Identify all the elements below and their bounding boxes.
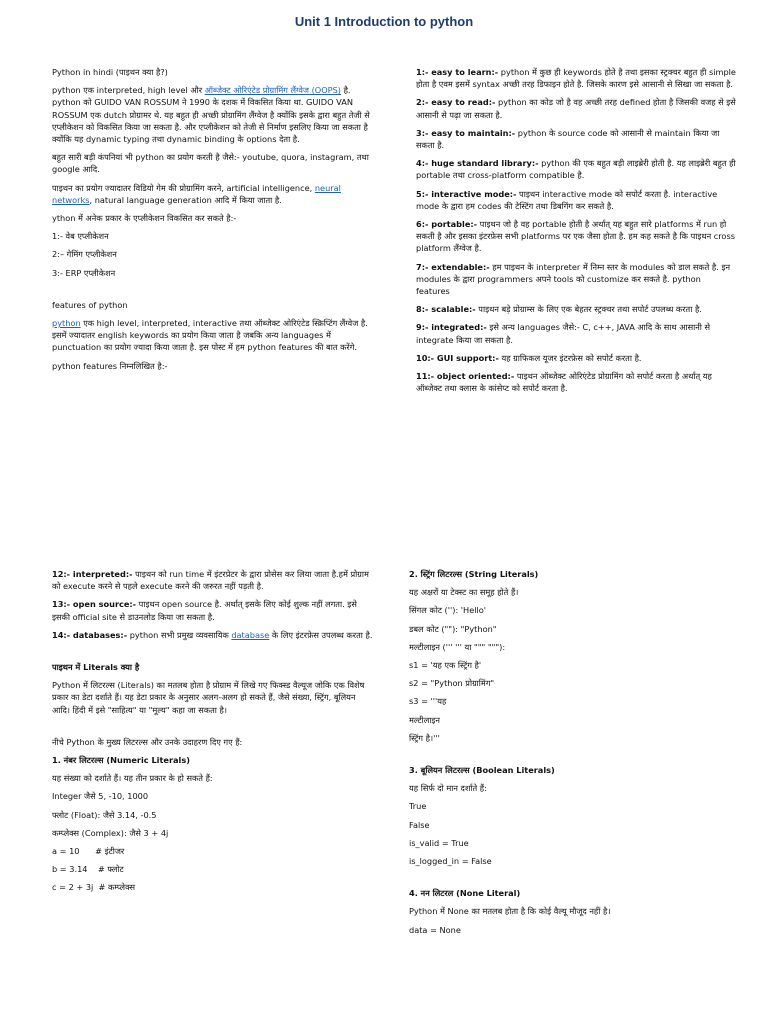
code-line: a = 10 # इंटीजर xyxy=(52,846,125,857)
false-value: False xyxy=(409,819,430,830)
boolean-heading-text: 3. बूलियन लिटरल्स xyxy=(409,765,470,776)
code-line: मल्टीलाइन xyxy=(409,714,440,725)
numeric-heading-text: 1. नंबर लिटरल्स xyxy=(52,755,104,766)
features-heading: features of python xyxy=(52,299,128,310)
feature-label: 11:- object oriented:- xyxy=(416,371,515,382)
feature-label: 1:- easy to learn:- xyxy=(416,67,499,77)
none-heading-sub: (None Literal) xyxy=(453,888,521,899)
intro-text-b: है. python को GUIDO VAN ROSSUM ने 1990 के दशक में विकसित किया था. GUIDO VAN ROSSUM एक dutch प्रोग्रामर थे. यह बहुत ही अच्छी प्रोग्रामिंग लैंग्वेज है क्योंकि इसके द्वारा बहुत तेजी से एप्लीकेशन को विकसित किया जा सकता है. और एप्लीकेशन को तेजी से निर्माण इसलिए किया जा सकता है क्योंकि यह dynamic typing तथा dynamic binding के options देता है. xyxy=(52,85,370,145)
usage-text-b: , natural language generation आदि में किया जाता है. xyxy=(89,194,282,205)
code-line: b = 3.14 # फ्लोट xyxy=(52,864,124,875)
double-quote-example: डबल कोट (""): "Python" xyxy=(409,623,497,634)
feature-item xyxy=(416,188,736,212)
feature-text: हम पाइथन के interpreter में निम्न स्तर के modules को डाल सकते है. इन modules के द्वारा programmers अपने tools को customize कर सकते है. python features xyxy=(416,261,731,297)
feature-label: 7:- extendable:- xyxy=(416,261,490,272)
code-line: is_logged_in = False xyxy=(409,856,492,867)
app-item: 3:- ERP एप्लीकेशन xyxy=(52,267,116,278)
single-quote-example: सिंगल कोट (''): 'Hello' xyxy=(409,605,487,616)
feature-item xyxy=(416,303,736,315)
code-line: s2 = "Python प्रोग्रामिंग" xyxy=(409,678,495,689)
string-heading xyxy=(409,568,729,580)
feature-label: 13:- open source:- xyxy=(52,599,137,610)
feature-label: 14:- databases:- xyxy=(52,629,128,640)
feature-item xyxy=(416,157,736,181)
none-heading xyxy=(409,887,729,899)
true-value: True xyxy=(409,801,427,812)
feature-label: 2:- easy to read:- xyxy=(416,97,496,108)
feature-label: 4:- huge standard library:- xyxy=(416,158,539,169)
literals-heading-text: पाइथन में Literals क्या है xyxy=(52,662,140,673)
feature-item xyxy=(416,370,736,394)
code-line: is_valid = True xyxy=(409,837,469,848)
literals-list-intro: नीचे Python के मुख्य लिटरल्स और उनके उदाहरण दिए गए हैं: xyxy=(52,736,243,747)
features-list-column xyxy=(416,66,736,400)
neural-networks-link[interactable]: neural networks xyxy=(52,182,341,205)
feature-label: 5:- interactive mode:- xyxy=(416,188,517,199)
none-heading-text: 4. नन लिटरल xyxy=(409,888,454,899)
boolean-heading-sub: (Boolean Literals) xyxy=(469,765,555,776)
features-paragraph xyxy=(52,317,374,354)
multiline-example: मल्टीलाइन (''' ''' या """ """): xyxy=(409,641,506,652)
feature-item xyxy=(416,66,736,90)
features-list-intro: python features निम्नलिखित है:- xyxy=(52,360,168,371)
integer-example: Integer जैसे 5, -10, 1000 xyxy=(52,791,149,802)
intro-text-a: python एक interpreted, high level और xyxy=(52,85,205,96)
feature-label: 10:- GUI support:- xyxy=(416,352,499,363)
feature-label: 6:- portable:- xyxy=(416,219,478,230)
feature-text: इसे अन्य languages जैसे:- C, c++, JAVA आदि के साथ आसानी से integrate किया जा सकता है. xyxy=(416,322,711,345)
database-link[interactable]: database xyxy=(231,629,270,640)
string-desc: यह अक्षरों या टेक्स्ट का समूह होते हैं। xyxy=(409,587,519,598)
feature-item xyxy=(52,629,374,641)
feature-item xyxy=(416,127,736,151)
feature-item xyxy=(416,352,736,364)
string-heading-text: 2. स्ट्रिंग लिटरल्स xyxy=(409,569,463,579)
boolean-desc: यह सिर्फ दो मान दर्शाते हैं: xyxy=(409,783,487,794)
code-line: c = 2 + 3j # कम्प्लेक्स xyxy=(52,882,136,893)
feature-item xyxy=(416,96,736,120)
feature-text: पाइथन बड़े प्रोग्राम्स के लिए एक बेहतर स्ट्रक्चर तथा सपोर्ट उपलब्ध करता है. xyxy=(475,304,702,315)
feature-label: 3:- easy to maintain:- xyxy=(416,127,516,138)
oops-link[interactable]: ऑब्जेक्ट ओरिएंटेड प्रोग्रामिंग लैंग्वेज (OOPS) xyxy=(204,85,341,96)
feature-text: python का कोड जो है वह अच्छी तरह defined होता है जिसकी वजह से इसे आसानी से पढ़ा जा सकता है. xyxy=(416,97,736,120)
numeric-heading xyxy=(52,754,374,766)
complex-example: कम्प्लेक्स (Complex): जैसे 3 + 4j xyxy=(52,827,169,838)
string-heading-sub: (String Literals) xyxy=(462,569,539,579)
features-text: एक high level, interpreted, interactive तथा ऑब्जेक्ट ओरिएंटेड स्क्रिप्टिंग लैंग्वेज है. इसमें ज्यादातर english keywords का प्रयोग किया जाता है जबकि अन्य languages में punctuation का प्रयोग ज्यादा किया जाता है. इस पोस्ट में हम python features की बात करेंगे. xyxy=(52,318,368,353)
feature-item xyxy=(52,598,374,622)
app-item: 2:– गेमिंग एप्लीकेशन xyxy=(52,249,117,260)
apps-intro: ython में अनेक प्रकार के एप्लीकेशन विकसित कर सकते है:- xyxy=(52,213,237,224)
feature-text: पाइथन interactive mode को सपोर्ट करता है. interactive mode के द्वारा हम codes की टेस्टिंग तथा डिबगिंग कर सकते है. xyxy=(416,188,718,211)
boolean-heading xyxy=(409,764,729,776)
literals-heading xyxy=(52,661,374,673)
literals-paragraph: Python में लिटरल्स (Literals) का मतलब होता है प्रोग्राम में लिखे गए फिक्स्ड वैल्यूज जोकि एक विशेष प्रकार का डेटा दर्शाते हैं। यह डेटा प्रकार के अनुसार अलग-अलग हो सकते हैं, जैसे संख्या, स्ट्रिंग, बूलियन आदि। हिंदी में इसे "साहित्य" या "मूल्य" कहा जा सकता है। xyxy=(52,680,365,715)
feature-text: के लिए इंटरफ़ेस उपलब्ध करता है. xyxy=(269,629,373,640)
intro-column xyxy=(52,66,374,378)
app-item: 1:- वेब एप्लीकेशन xyxy=(52,231,109,242)
feature-item xyxy=(416,261,736,298)
feature-text: python सभी प्रमुख व्यवसायिक xyxy=(127,629,232,640)
usage-paragraph xyxy=(52,182,374,206)
feature-text: पाइथन open source है. अर्थात् इसके लिए कोई शुल्क नहीं लगता. इसे इसकी official site से डाउनलोड किया जा सकता है. xyxy=(52,599,357,622)
feature-text: पाइथन ऑब्जेक्ट ओरिएंटेड प्रोग्रामिंग को सपोर्ट करता है अर्थात् यह ऑब्जेक्ट तथा क्लास के कांसेप्ट को सपोर्ट करता है. xyxy=(416,371,712,394)
page-title: Unit 1 Introduction to python xyxy=(294,14,474,29)
float-example: फ्लोट (Float): जैसे 3.14, -0.5 xyxy=(52,809,157,820)
feature-label: 8:- scalable:- xyxy=(416,304,476,315)
numeric-desc: यह संख्या को दर्शाते हैं। यह तीन प्रकार के हो सकते हैं: xyxy=(52,773,213,784)
feature-text: python की एक बहुत बड़ी लाइब्रेरी होती है. यह लाइब्रेरी बहुत ही portable तथा cross-platform compatible है. xyxy=(416,158,736,181)
literals-column xyxy=(52,568,374,900)
code-line: s3 = '''यह xyxy=(409,696,447,707)
feature-text: python में कुछ ही keywords होते है तथा इसका स्ट्रक्चर बहुत ही simple होता है एवम इसमें syntax अच्छी तरह डिफाइन होते है. जिसके कारण इसे आसानी से सिखा जा सकता है. xyxy=(416,67,736,90)
feature-label: 12:- interpreted:- xyxy=(52,569,133,579)
code-line: स्ट्रिंग है।''' xyxy=(409,732,440,743)
feature-text: python के source code को आसानी से maintain किया जा सकता है. xyxy=(416,127,720,151)
feature-item xyxy=(416,218,736,255)
feature-text: पाइथन को run time में इंटरप्रेटर के द्वारा प्रोसेस कर लिया जाता है.हमें प्रोग्राम को execute करने से पहले execute करने की जरुरत नहीं पड़ती है. xyxy=(52,569,369,592)
feature-text: यह ग्राफिकल यूजर इंटरफ़ेस को सपोर्ट करता है. xyxy=(498,352,642,363)
feature-text: पाइथन जो है वह portable होती है अर्थात् यह बहुत सारे platforms में run हो सकती है और इसका इंटरफ़ेस सभी platforms पर एक जैसा होता है. हम कह सकते है कि पाइथन cross platform लैंग्वेज है. xyxy=(416,219,735,254)
numeric-heading-sub: (Numeric Literals) xyxy=(103,755,190,766)
feature-label: 9:- integrated:- xyxy=(416,322,487,333)
intro-paragraph xyxy=(52,84,374,145)
feature-item xyxy=(416,321,736,345)
feature-item xyxy=(52,568,374,592)
code-line: data = None xyxy=(409,924,461,935)
companies-paragraph: बहुत सारी बड़ी कंपनियां भी python का प्रयोग करती है जैसे:- youtube, quora, instagram, तथा google आदि. xyxy=(52,152,369,175)
python-link[interactable]: python xyxy=(52,318,81,329)
code-line: s1 = 'यह एक स्ट्रिंग है' xyxy=(409,660,482,671)
literals-types-column xyxy=(409,568,729,942)
none-desc: Python में None का मतलब होता है कि कोई वैल्यू मौजूद नहीं है। xyxy=(409,906,611,917)
usage-text-a: पाइथन का प्रयोग ज्यादातर विडियो गेम की प्रोग्रामिंग करने, artificial intelligence, xyxy=(52,182,315,193)
python-hindi-heading: Python in hindi (पाइथन क्या है?) xyxy=(52,67,168,77)
